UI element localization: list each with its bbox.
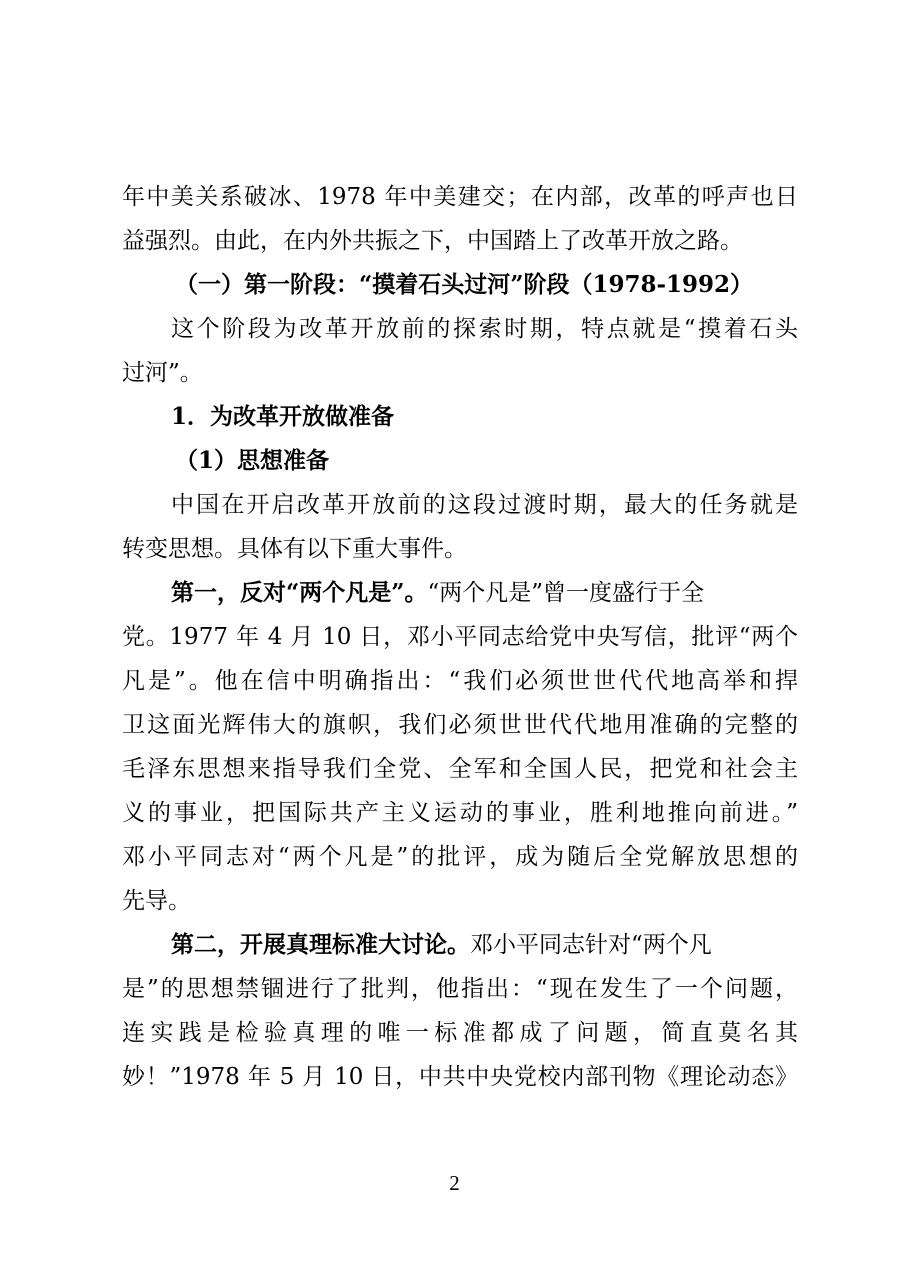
paragraph-line: 毛泽东思想来指导我们全党、全军和全国人民，把党和社会主 <box>122 756 798 782</box>
paragraph-text: “两个凡是”曾一度盛行于全 <box>427 580 704 606</box>
paragraph-line: 连实践是检验真理的唯一标准都成了问题，简直莫名其 <box>122 1020 798 1046</box>
section-heading: （一）第一阶段：“摸着石头过河”阶段（1978-1992） <box>175 271 754 298</box>
lead-phrase: 第二，开展真理标准大讨论。 <box>171 931 470 958</box>
page-number: 2 <box>449 1171 460 1195</box>
paragraph-line: 妙！”1978 年 5 月 10 日，中共中央党校内部刊物《理论动态》 <box>122 1064 798 1090</box>
paragraph-text: 邓小平同志针对“两个凡 <box>470 932 712 958</box>
paragraph-line: 党。1977 年 4 月 10 日，邓小平同志给党中央写信，批评“两个 <box>122 624 798 650</box>
paragraph-line: 中国在开启改革开放前的这段过渡时期，最大的任务就是 <box>171 492 798 518</box>
paragraph-line: 益强烈。由此，在内外共振之下，中国踏上了改革开放之路。 <box>122 228 743 254</box>
subsection-heading: 1．为改革开放做准备 <box>171 403 395 430</box>
paragraph-line: 转变思想。具体有以下重大事件。 <box>122 536 467 562</box>
paragraph-line: 卫这面光辉伟大的旗帜，我们必须世世代代地用准确的完整的 <box>122 712 798 738</box>
paragraph-line: 义的事业，把国际共产主义运动的事业，胜利地推向前进。” <box>122 800 798 826</box>
paragraph-line: 年中美关系破冰、1978 年中美建交；在内部，改革的呼声也日 <box>122 184 798 210</box>
paragraph-line <box>171 578 798 608</box>
paragraph-line: 先导。 <box>122 888 191 914</box>
lead-phrase: 第一，反对“两个凡是”。 <box>171 579 428 606</box>
paragraph-line <box>171 930 798 960</box>
paragraph-line: 是”的思想禁锢进行了批判，他指出：“现在发生了一个问题， <box>122 976 798 1002</box>
paragraph-line: 这个阶段为改革开放前的探索时期，特点就是“摸着石头 <box>171 316 798 342</box>
subsubsection-heading: （1）思想准备 <box>175 447 330 474</box>
paragraph-line: 凡是”。他在信中明确指出：“我们必须世世代代地高举和捍 <box>122 668 798 694</box>
paragraph-line: 过河”。 <box>122 360 203 386</box>
paragraph-line: 邓小平同志对“两个凡是”的批评，成为随后全党解放思想的 <box>122 844 798 870</box>
